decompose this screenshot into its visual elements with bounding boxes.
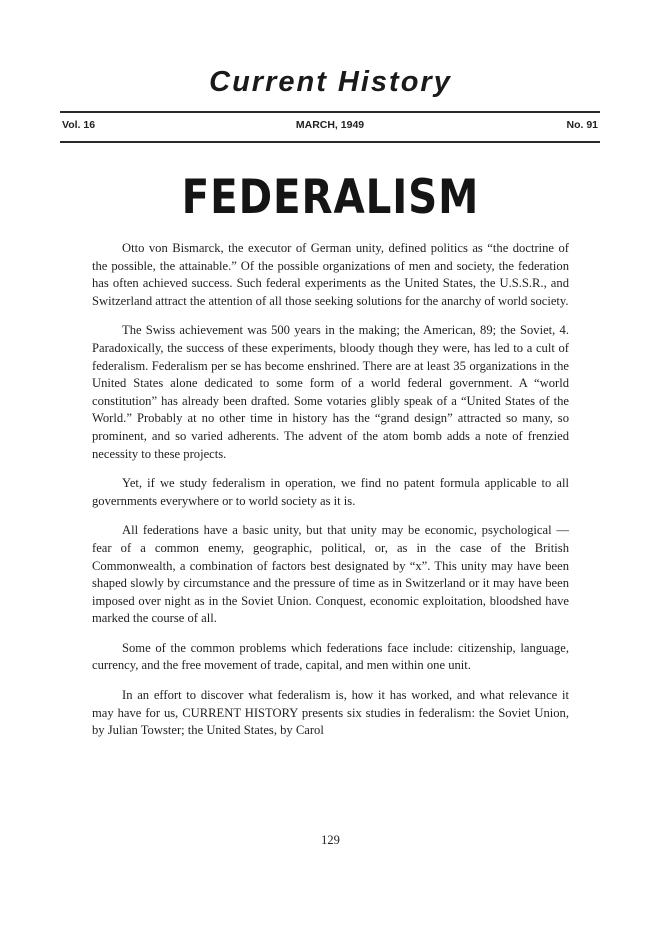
paragraph: All federations have a basic unity, but that unity may be economic, psychological — fear of a common enemy, geographic, political, or, as in the case of the British Commonwealth, a combination of factors best designated by “x”. This unity may have been shaped slowly by circumstance and the pressure of time as in Switzerland or it may have been imposed over night as in the Soviet Union. Conquest, economic exploitation, bloodshed have marked the course of all. xyxy=(92,523,569,626)
issue-info-bar xyxy=(60,119,600,135)
issue-date: MARCH, 1949 xyxy=(295,119,365,131)
header-rule-top xyxy=(60,111,600,113)
paragraph: Some of the common problems which federations face include: citizenship, language, currency, and the free movement of trade, capital, and men within one unit. xyxy=(92,640,569,673)
paragraph: In an effort to discover what federalism is, how it has worked, and what relevance it may have for us, CURRENT HISTORY presents six studies in federalism: the Soviet Union, by Julian Towster; the United States, by Carol xyxy=(92,688,569,738)
masthead-title: Current History xyxy=(209,66,452,98)
article-body xyxy=(92,240,569,752)
header-rule-bottom xyxy=(60,141,600,143)
issue-number: No. 91 xyxy=(566,119,598,131)
paragraph: The Swiss achievement was 500 years in the making; the American, 89; the Soviet, 4. Paradoxically, the success of these experiments, bloody though they were, has led to a cult of federalism. Federalism per se has become enshrined. There are at least 35 organizations in the United States alone dedicated to some form of a world federal government. A “world constitution” has already been drafted. Some votaries glibly speak of a “United States of the World.” Probably at no other time in history has the “grand design” attracted so many, so prominent, and so varied adherents. The advent of the atom bomb adds a note of frenzied necessity to these projects. xyxy=(92,323,569,461)
volume-label: Vol. 16 xyxy=(62,119,96,131)
article-title: FEDERALISM xyxy=(181,170,480,225)
paragraph: Yet, if we study federalism in operation, we find no patent formula applicable to all governments everywhere or to world society as it is. xyxy=(92,476,569,508)
page-number: 129 xyxy=(321,833,340,847)
paragraph: Otto von Bismarck, the executor of German unity, defined politics as “the doctrine of the possible, the attainable.” Of the possible organizations of men and society, the federation has often achieved success. Such federal experiments as the United States, the U.S.S.R., and Switzerland attract the attention of all those seeking solutions for the anarchy of world society. xyxy=(92,241,569,308)
